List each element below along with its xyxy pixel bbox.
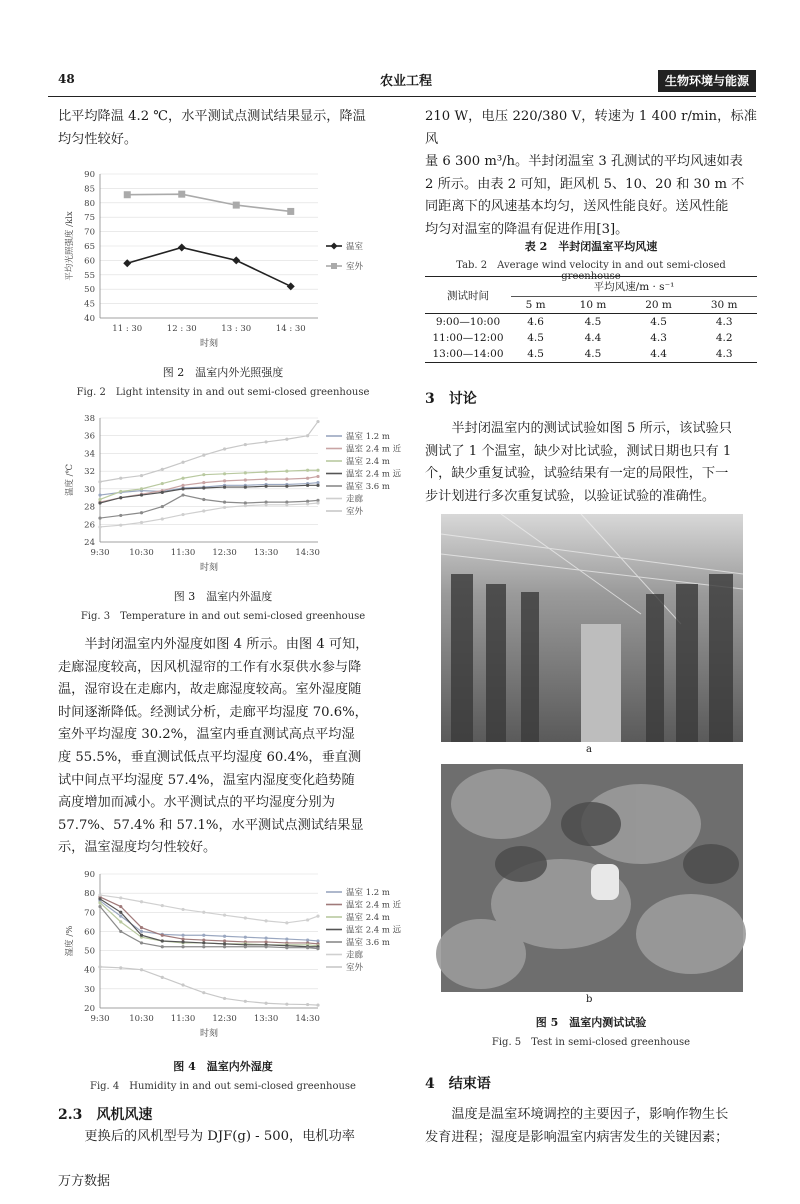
text-line: 57.7%、57.4% 和 57.1%，水平测试点测试结果显 <box>58 817 364 833</box>
y-tick-label: 80 <box>84 889 95 900</box>
footer-watermark: 万方数据 <box>58 1174 111 1189</box>
fig5b-cucumber-photo <box>441 764 743 992</box>
legend-label: 温室 2.4 m 远 <box>346 925 402 936</box>
y-tick-label: 85 <box>84 184 95 195</box>
section-badge: 生物环境与能源 <box>658 70 756 92</box>
data-point <box>119 905 122 908</box>
y-tick-label: 34 <box>84 449 95 460</box>
fig5a-label: a <box>586 744 592 755</box>
text-line: 室外平均湿度 30.2%，温室内垂直测试高点平均湿 <box>58 727 355 743</box>
data-point <box>316 469 319 472</box>
legend-label: 温室 2.4 m 近 <box>346 900 402 911</box>
data-point <box>285 438 288 441</box>
y-axis-label: 温度 /℃ <box>65 463 75 497</box>
x-tick-label: 13:30 <box>253 1014 279 1024</box>
data-point <box>264 945 267 948</box>
text-line: 比平均降温 4.2 ℃，水平测试点测试结果显示，降温 <box>58 109 366 124</box>
data-point <box>223 485 226 488</box>
data-point <box>140 968 143 971</box>
table-cell: 4.5 <box>650 316 667 328</box>
y-axis-label: 平均光照强度 /klx <box>65 211 75 281</box>
data-point <box>140 511 143 514</box>
data-point <box>264 485 267 488</box>
data-point <box>202 509 205 512</box>
table-cell: 4.5 <box>584 316 602 328</box>
x-tick-label: 9:30 <box>90 1014 110 1024</box>
data-point <box>264 1002 267 1005</box>
text-line: 发育进程；湿度是影响温室内病害发生的关键因素； <box>425 1129 729 1145</box>
table-cell: 4.3 <box>715 316 733 328</box>
table-cell: 4.4 <box>584 332 602 344</box>
data-point <box>161 976 164 979</box>
section-4-paragraph <box>425 1104 757 1149</box>
data-point <box>161 505 164 508</box>
data-point <box>161 482 164 485</box>
data-point <box>98 498 101 501</box>
table-header-time: 测试时间 <box>425 277 511 314</box>
y-axis-label: 湿度 /% <box>65 925 75 957</box>
table-cell: 4.3 <box>715 348 733 360</box>
x-tick-label: 11 : 30 <box>112 324 143 334</box>
fig4-caption-cn: 图 4 温室内外湿度 <box>173 1060 273 1073</box>
data-point <box>119 477 122 480</box>
data-point <box>161 945 164 948</box>
data-point <box>264 940 267 943</box>
data-point <box>316 915 319 918</box>
data-point <box>181 487 184 490</box>
data-point <box>244 443 247 446</box>
table-cell: 4.5 <box>584 348 602 360</box>
journal-title: 农业工程 <box>380 74 433 89</box>
section-4-heading: 4 结束语 <box>425 1076 491 1092</box>
y-tick-label: 80 <box>84 198 95 209</box>
x-tick-label: 12:30 <box>212 548 237 558</box>
data-point <box>285 921 288 924</box>
data-point <box>306 1003 309 1006</box>
table-cell: 4.4 <box>650 348 667 360</box>
data-point <box>306 918 309 921</box>
section-2-3-heading: 2.3 风机风速 <box>58 1107 153 1123</box>
text-line: 同距离下的风速基本均匀，送风性能良好。送风性能 <box>425 199 729 215</box>
data-point <box>161 491 164 494</box>
x-axis-label: 时刻 <box>199 1029 219 1039</box>
y-tick-label: 40 <box>84 314 95 324</box>
data-point <box>119 920 122 923</box>
data-point <box>223 479 226 482</box>
y-tick-label: 75 <box>84 213 95 224</box>
data-point <box>181 937 184 940</box>
data-point <box>306 484 309 487</box>
y-tick-label: 65 <box>84 242 95 252</box>
table2-title-cn: 表 2 半封闭温室平均风速 <box>524 240 658 253</box>
y-tick-label: 30 <box>84 484 95 495</box>
x-tick-label: 12 : 30 <box>166 324 197 334</box>
text-line: 半封闭温室内外湿度如图 4 所示。由图 4 可知， <box>58 637 369 652</box>
y-tick-label: 70 <box>84 227 95 238</box>
y-tick-label: 32 <box>84 467 95 478</box>
data-point <box>98 493 101 496</box>
data-point <box>244 945 247 948</box>
table2-title-en: Tab. 2 Average wind velocity in and out semi-closed greenhouse <box>456 260 726 282</box>
data-point <box>223 472 226 475</box>
legend-label: 走廊 <box>346 494 364 505</box>
data-point <box>98 516 101 519</box>
y-tick-label: 28 <box>84 502 95 513</box>
data-point <box>244 936 247 939</box>
series-line <box>100 422 318 482</box>
y-tick-label: 50 <box>84 946 95 957</box>
y-tick-label: 50 <box>84 285 95 296</box>
text-line: 试中间点平均湿度 57.4%，温室内湿度变化趋势随 <box>58 772 355 788</box>
table-cell: 4.3 <box>650 332 667 344</box>
data-point <box>202 498 205 501</box>
data-point <box>98 480 101 483</box>
table-cell: 4.5 <box>527 332 544 344</box>
page-number: 48 <box>58 72 75 86</box>
data-point <box>98 965 101 968</box>
fig3-caption-en: Fig. 3 Temperature in and out semi-closed greenhouse <box>80 611 366 622</box>
data-point <box>119 490 122 493</box>
x-tick-label: 10:30 <box>129 548 154 558</box>
header-rule <box>48 96 756 97</box>
text-line: 均匀对温室的降温有促进作用[3]。 <box>425 221 629 237</box>
y-tick-label: 55 <box>84 270 95 281</box>
x-tick-label: 12:30 <box>212 1014 237 1024</box>
data-point <box>98 893 101 896</box>
data-point <box>285 485 288 488</box>
series-line <box>100 967 318 1005</box>
table-cell: 13:00—14:00 <box>432 348 504 360</box>
y-tick-label: 90 <box>84 870 95 880</box>
x-tick-label: 10:30 <box>129 1014 154 1024</box>
data-point <box>264 919 267 922</box>
data-point <box>306 477 309 480</box>
data-point <box>178 191 185 198</box>
fig5a-greenhouse-photo <box>441 514 743 742</box>
data-point <box>223 914 226 917</box>
data-point <box>306 434 309 437</box>
data-point <box>316 484 319 487</box>
data-point <box>181 945 184 948</box>
x-axis-label: 时刻 <box>199 339 219 349</box>
data-point <box>223 935 226 938</box>
data-point <box>285 478 288 481</box>
table-row <box>425 330 757 346</box>
data-point <box>264 470 267 473</box>
data-point <box>285 1003 288 1006</box>
data-point <box>161 904 164 907</box>
data-point <box>119 896 122 899</box>
data-point <box>119 524 122 527</box>
fig5-caption-en: Fig. 5 Test in semi-closed greenhouse <box>491 1037 691 1048</box>
table-cell: 4.5 <box>527 348 544 360</box>
data-point <box>119 514 122 517</box>
x-tick-label: 9:30 <box>90 548 110 558</box>
x-tick-label: 14 : 30 <box>275 324 306 334</box>
legend-label: 温室 1.2 m <box>346 432 390 442</box>
data-point <box>161 939 164 942</box>
data-point <box>244 504 247 507</box>
data-point <box>285 503 288 506</box>
y-tick-label: 24 <box>84 538 95 548</box>
text-line: 更换后的风机型号为 DJF(g) - 500，电机功率 <box>58 1129 355 1144</box>
data-point <box>244 1000 247 1003</box>
text-line: 度 55.5%，垂直测试低点平均湿度 60.4%，垂直测 <box>58 749 362 765</box>
table-cell: 4.6 <box>527 316 544 328</box>
data-point <box>140 487 143 490</box>
data-point <box>316 501 319 504</box>
x-axis-label: 时刻 <box>199 563 219 573</box>
text-line: 测试了 1 个温室，缺少对比试验，测试日期也只有 1 <box>425 443 732 459</box>
data-point <box>202 473 205 476</box>
fig2-caption-cn: 图 2 温室内外光照强度 <box>162 366 284 379</box>
data-point <box>98 901 101 904</box>
data-point <box>140 934 143 937</box>
legend-label: 温室 <box>346 242 364 252</box>
data-point <box>140 521 143 524</box>
data-point <box>264 478 267 481</box>
text-line: 个，缺少重复试验，试验结果有一定的局限性，下一 <box>425 466 729 482</box>
x-tick-label: 14:30 <box>295 548 320 558</box>
data-point <box>202 934 205 937</box>
data-point <box>306 502 309 505</box>
data-point <box>181 513 184 516</box>
legend-marker <box>331 243 338 250</box>
legend-marker <box>331 263 337 269</box>
data-point <box>98 897 101 900</box>
legend-label: 室外 <box>346 262 364 272</box>
legend-label: 温室 2.4 m 近 <box>346 444 402 455</box>
section-3-paragraph <box>425 418 757 508</box>
data-point <box>119 930 122 933</box>
table-row <box>425 346 757 363</box>
data-point <box>306 938 309 941</box>
data-point <box>264 503 267 506</box>
data-point <box>202 911 205 914</box>
legend-label: 温室 2.4 m <box>346 457 390 467</box>
data-point <box>306 469 309 472</box>
table-header-distance: 10 m <box>579 299 607 311</box>
data-point <box>161 934 164 937</box>
data-point <box>223 939 226 942</box>
legend-label: 温室 2.4 m <box>346 913 390 923</box>
text-line: 温，湿帘设在走廊内，故走廊湿度较高。室外湿度随 <box>58 682 362 698</box>
data-point <box>306 946 309 949</box>
right-intro-paragraph <box>425 106 757 242</box>
text-line: 量 6 300 m³/h。半封闭温室 3 孔测试的平均风速如表 <box>425 154 743 170</box>
y-tick-label: 60 <box>84 256 95 267</box>
data-point <box>202 454 205 457</box>
data-point <box>98 501 101 504</box>
data-point <box>244 471 247 474</box>
data-point <box>244 478 247 481</box>
data-point <box>316 475 319 478</box>
data-point <box>124 191 131 198</box>
data-point <box>181 934 184 937</box>
text-line: 210 W，电压 220/380 V，转速为 1 400 r/min，标准风 <box>425 109 757 147</box>
table2 <box>425 276 757 363</box>
data-point <box>181 908 184 911</box>
data-point <box>140 493 143 496</box>
legend-label: 温室 3.6 m <box>346 938 390 948</box>
section-2-3-paragraph <box>58 1126 388 1149</box>
data-point <box>202 941 205 944</box>
data-point <box>202 945 205 948</box>
y-tick-label: 36 <box>84 431 95 442</box>
y-tick-label: 90 <box>84 170 95 180</box>
y-tick-label: 40 <box>84 965 95 976</box>
legend-label: 室外 <box>346 963 364 973</box>
table-cell: 9:00—10:00 <box>435 316 501 328</box>
data-point <box>98 525 101 528</box>
data-point <box>223 506 226 509</box>
text-line: 2 所示。由表 2 可知，距风机 5、10、20 和 30 m 不 <box>425 176 745 192</box>
data-point <box>181 484 184 487</box>
legend-label: 温室 2.4 m 远 <box>346 469 402 480</box>
data-point <box>233 202 240 209</box>
data-point <box>264 440 267 443</box>
data-point <box>181 940 184 943</box>
data-point <box>140 941 143 944</box>
legend-label: 温室 1.2 m <box>346 888 390 898</box>
fig4-chart <box>60 866 402 1046</box>
data-point <box>316 947 319 950</box>
table-cell: 11:00—12:00 <box>432 332 504 344</box>
series-line <box>100 476 318 502</box>
text-line: 走廊湿度较高，因风机湿帘的工作有水泵供水参与降 <box>58 659 362 675</box>
y-tick-label: 26 <box>84 520 95 531</box>
data-point <box>181 983 184 986</box>
data-point <box>285 937 288 940</box>
y-tick-label: 20 <box>84 1004 95 1014</box>
data-point <box>244 916 247 919</box>
data-point <box>140 900 143 903</box>
fig3-caption-cn: 图 3 温室内外温度 <box>173 590 273 603</box>
left-intro-paragraph <box>58 106 388 151</box>
fig3-chart <box>60 410 402 580</box>
series-line <box>100 901 318 941</box>
data-point <box>140 930 143 933</box>
y-tick-label: 70 <box>84 908 95 919</box>
data-point <box>232 256 240 264</box>
data-point <box>119 911 122 914</box>
data-point <box>202 486 205 489</box>
humidity-paragraph <box>58 634 388 860</box>
section-3-heading: 3 讨论 <box>425 391 477 407</box>
data-point <box>285 470 288 473</box>
data-point <box>181 477 184 480</box>
series-line <box>127 247 291 286</box>
data-point <box>161 468 164 471</box>
data-point <box>316 939 319 942</box>
data-point <box>264 937 267 940</box>
text-line: 温度是温室环境调控的主要因子，影响作物生长 <box>425 1107 729 1122</box>
data-point <box>181 493 184 496</box>
text-line: 时间逐渐降低。经测试分析，走廊平均湿度 70.6%， <box>58 704 368 720</box>
data-point <box>98 905 101 908</box>
data-point <box>161 517 164 520</box>
legend-label: 走廊 <box>346 950 364 961</box>
data-point <box>140 474 143 477</box>
data-point <box>316 1004 319 1007</box>
data-point <box>119 915 122 918</box>
data-point <box>287 208 294 215</box>
x-tick-label: 13:30 <box>253 548 279 558</box>
text-line: 示，温室湿度均匀性较好。 <box>58 840 217 856</box>
table-header-distance: 20 m <box>645 299 672 311</box>
data-point <box>140 926 143 929</box>
data-point <box>223 501 226 504</box>
table-header-distance: 5 m <box>525 299 546 311</box>
text-line: 高度增加而减小。水平测试点的平均湿度分别为 <box>58 795 335 811</box>
data-point <box>223 945 226 948</box>
fig5b-label: b <box>586 994 593 1005</box>
fig2-chart <box>60 166 390 356</box>
y-tick-label: 38 <box>84 414 95 424</box>
y-tick-label: 60 <box>84 927 95 938</box>
data-point <box>119 966 122 969</box>
series-line <box>100 897 318 944</box>
data-point <box>316 420 319 423</box>
data-point <box>202 991 205 994</box>
data-point <box>223 997 226 1000</box>
y-tick-label: 30 <box>84 984 95 995</box>
data-point <box>181 461 184 464</box>
x-tick-label: 14:30 <box>295 1014 320 1024</box>
text-line: 均匀性较好。 <box>58 131 138 147</box>
data-point <box>202 938 205 941</box>
fig5-caption-cn: 图 5 温室内测试试验 <box>535 1016 647 1029</box>
legend-label: 室外 <box>346 507 364 517</box>
table-header-velocity: 平均风速/m · s⁻¹ <box>511 277 757 297</box>
data-point <box>202 481 205 484</box>
legend-label: 温室 3.6 m <box>346 482 390 492</box>
data-point <box>178 243 186 251</box>
table-cell: 4.2 <box>715 332 733 344</box>
table-row <box>425 314 757 331</box>
text-line: 步计划进行多次重复试验，以验证试验的准确性。 <box>425 488 716 504</box>
fig2-caption-en: Fig. 2 Light intensity in and out semi-closed greenhouse <box>76 387 370 398</box>
data-point <box>285 946 288 949</box>
fig4-caption-en: Fig. 4 Humidity in and out semi-closed greenhouse <box>90 1081 356 1092</box>
y-tick-label: 45 <box>84 299 95 310</box>
x-tick-label: 13 : 30 <box>221 324 252 334</box>
table-header-distance: 30 m <box>710 299 738 311</box>
data-point <box>119 496 122 499</box>
x-tick-label: 11:30 <box>170 548 196 558</box>
data-point <box>244 485 247 488</box>
text-line: 半封闭温室内的测试试验如图 5 所示，该试验只 <box>425 421 732 436</box>
data-point <box>223 942 226 945</box>
data-point <box>223 447 226 450</box>
x-tick-label: 11:30 <box>170 1014 196 1024</box>
